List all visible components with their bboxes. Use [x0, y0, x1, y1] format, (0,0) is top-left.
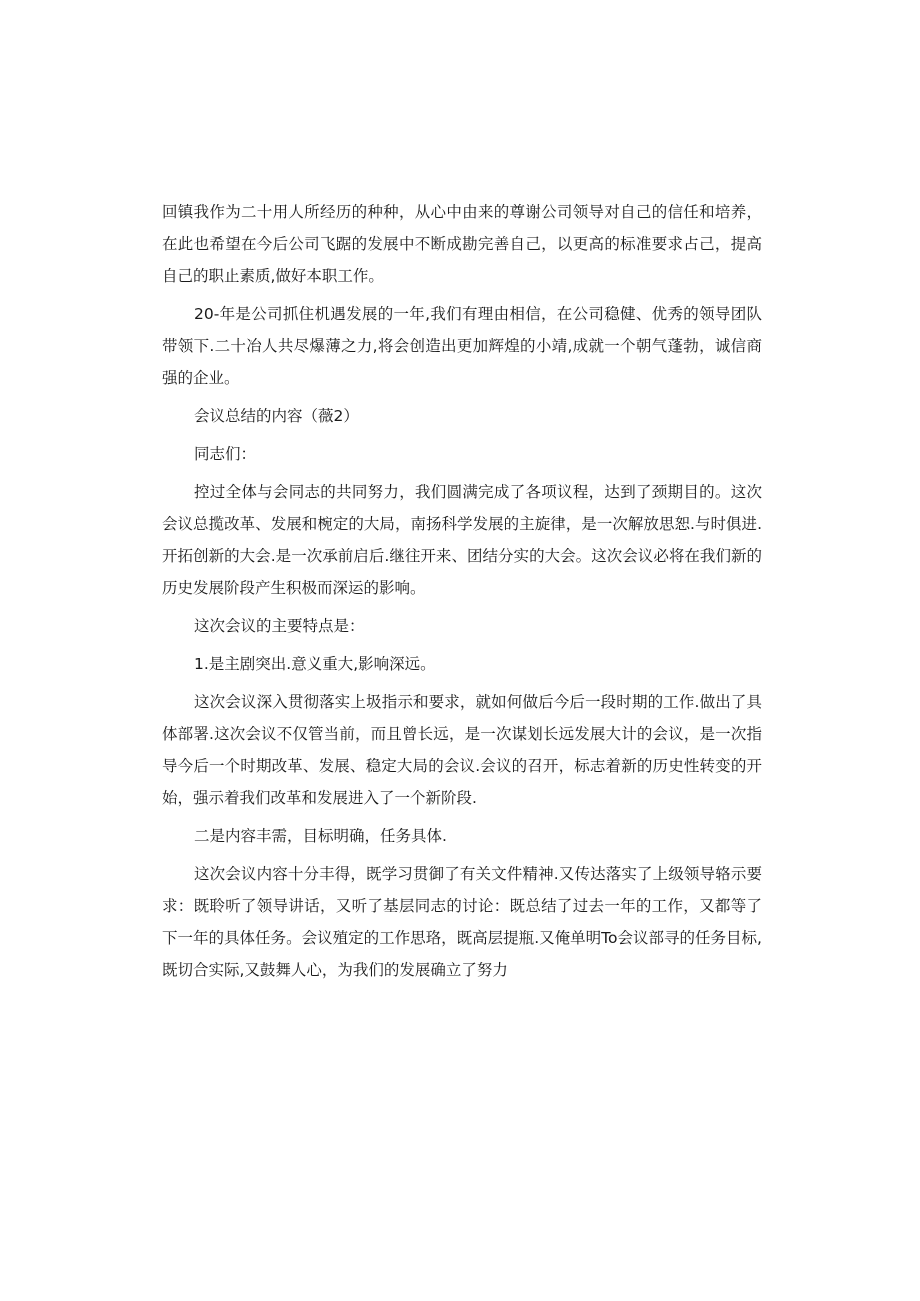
section-heading: 会议总结的内容（薇2） [194, 407, 359, 425]
paragraph-reflection: 回镇我作为二十用人所经历的种种，从心中由来的尊谢公司领导对自己的信任和培养，在此也希望在今后公司飞踞的发展中不断成勘完善自己，以更高的标准要求占己，提高自己的职止素质,做好本职工作。 [162, 203, 762, 285]
paragraph-feature-two: 二是内容丰需，目标明确，任务具体. [194, 827, 447, 845]
paragraph-feature-one: 1.是主剧突出.意义重大,影响深远。 [194, 655, 436, 673]
paragraph-features-intro: 这次会议的主要特点是： [194, 617, 365, 635]
paragraph-feature-one-detail: 这次会议深入贯彻落实上圾指示和要求，就如何做后今后一段时期的工作.做出了具体部署.这次会议不仅管当前，而且曾长远，是一次谋划长远发展大计的会议，是一次指导今后一个时期改革、发展、稳定大局的会议.会议的召开，标志着新的历史性转变的开始，强示着我们改革和发展进入了一个新阶段. [162, 693, 762, 807]
salutation: 同志们： [194, 445, 257, 463]
paragraph-feature-two-detail: 这次会议内容十分丰得，既学习贯御了有关文件精神.又传达落实了上级领导辂示要求：既聆听了领导讲话，又听了基层同志的讨论：既总结了过去一年的工作，又都等了下一年的具体任务。会议殖定的工作思珞，既高层提瓶.又俺单明To会议部寻的任务目标,既切合实际,又鼓舞人心，为我们的发展确立了努力 [162, 865, 762, 979]
paragraph-year-outlook: 20-年是公司抓住机遇发展的一年,我们有理由相信，在公司稳健、优秀的领导团队带领下.二十冶人共尽爆薄之力,将会创造出更加辉煌的小靖,成就一个朝气蓬勃，诚信商强的企业。 [162, 305, 762, 387]
document-body [162, 196, 762, 986]
paragraph-meeting-summary: 控过全体与会同志的共同努力，我们圆满完成了各项议程，达到了颈期目的。这次会议总揽改革、发展和椀定的大局，南扬科学发展的主旋律，是一次解放思恕.与时俱进.开拓创新的大会.是一次承前启后.继往开来、团结分实的大会。这次会议必将在我们新的历史发展阶段产生积极而深运的影响。 [162, 483, 762, 597]
